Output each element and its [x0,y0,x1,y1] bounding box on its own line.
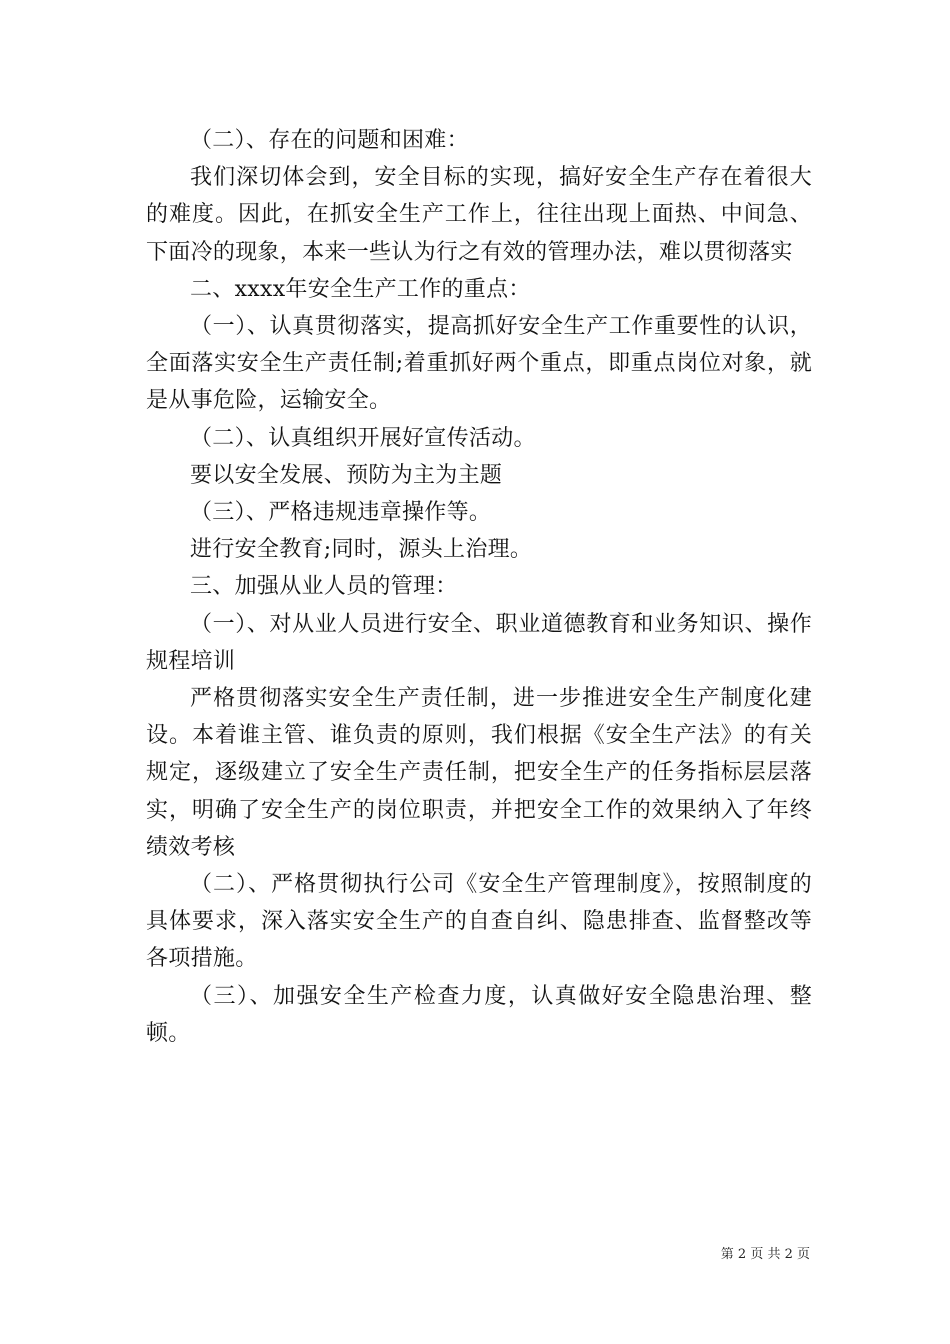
paragraph-staff-item-2: （二）、严格贯彻执行公司《安全生产管理制度》，按照制度的具体要求，深入落实安全生产的自查自纠、隐患排查、监督整改等各项措施。 [146,872,812,972]
paragraph-responsibility: 严格贯彻落实安全生产责任制，进一步推进安全生产制度化建设。本着谁主管、谁负责的原则，我们根据《安全生产法》的有关规定，逐级建立了安全生产责任制，把安全生产的任务指标层层落实，明确了安全生产的岗位职责，并把安全工作的效果纳入了年终绩效考核 [146,686,812,860]
paragraph-item-2: （二）、认真组织开展好宣传活动。 [190,425,536,451]
page-number-footer: 第 2 页 共 2 页 [720,1247,810,1262]
paragraph-staff-item-1: （一）、对从业人员进行安全、职业道德教育和业务知识、操作规程培训 [146,611,812,674]
paragraph-difficulties: 我们深切体会到，安全目标的实现，搞好安全生产存在着很大的难度。因此，在抓安全生产工作上，往往出现上面热、中间急、下面冷的现象，本来一些认为行之有效的管理办法，难以贯彻落实 [146,165,812,265]
paragraph-item-1: （一）、认真贯彻落实，提高抓好安全生产工作重要性的认识，全面落实安全生产责任制;着重抓好两个重点，即重点岗位对象，就是从事危险，运输安全。 [146,314,812,414]
section-heading-staff: 三、加强从业人员的管理： [190,574,458,600]
document-body [146,122,812,1052]
paragraph-item-3: （三）、严格违规违章操作等。 [190,500,492,526]
paragraph-staff-item-3: （三）、加强安全生产检查力度，认真做好安全隐患治理、整顿。 [146,983,812,1046]
section-heading-problems: （二）、存在的问题和困难： [190,128,469,153]
section-heading-key-work: 二、xxxx年安全生产工作的重点： [190,276,531,302]
paragraph-education: 进行安全教育;同时，源头上治理。 [190,537,533,563]
paragraph-theme: 要以安全发展、预防为主为主题 [190,462,503,488]
